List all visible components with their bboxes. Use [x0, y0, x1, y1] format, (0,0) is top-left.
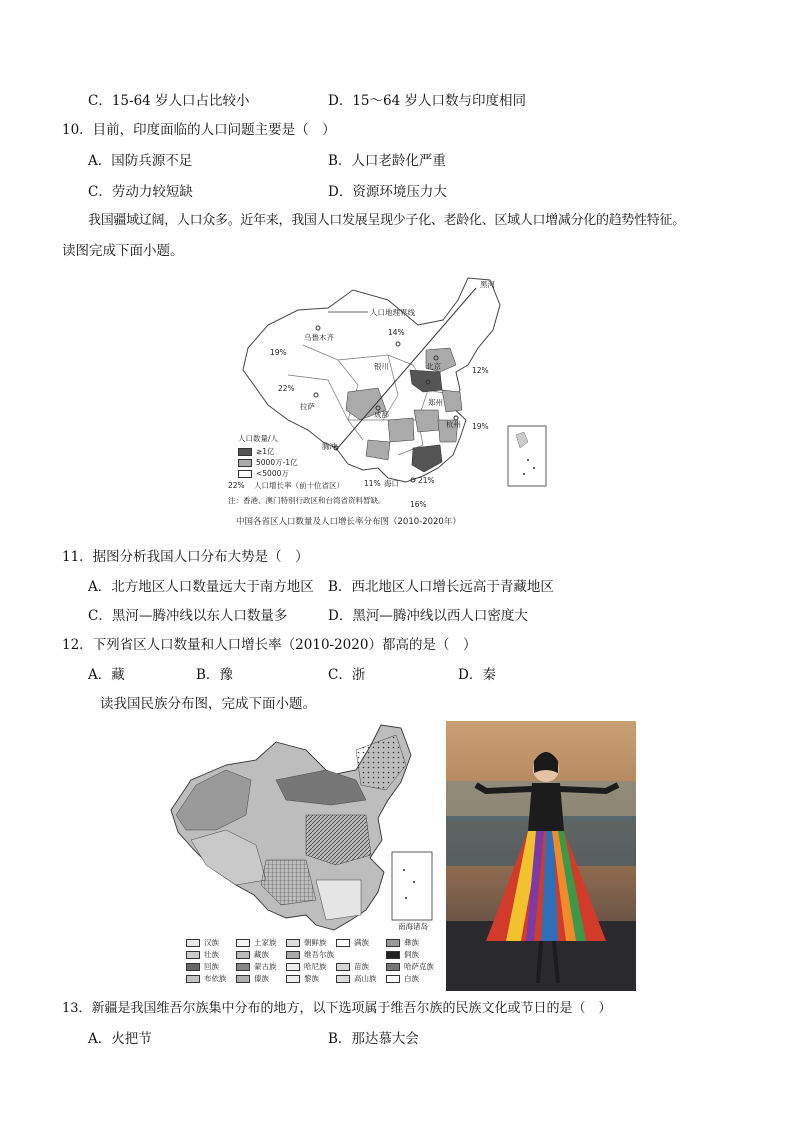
- q11-option-c: C．黑河—腾冲线以东人口数量多: [88, 608, 288, 624]
- legend-gaoshan: 高山族: [336, 974, 386, 983]
- map-note: 注：香港、澳门特别行政区和台湾省资料暂缺。: [228, 496, 386, 505]
- intro-passage-2: 读我国民族分布图，完成下面小题。: [100, 696, 316, 712]
- legend-title: 人口数量/人: [238, 434, 279, 443]
- intro-passage-1-line2: 读图完成下面小题。: [62, 243, 184, 259]
- rate-12: 12%: [472, 366, 489, 375]
- dancer-illustration: [446, 721, 636, 991]
- city-lhasa: 拉萨: [300, 402, 315, 411]
- population-map: [228, 270, 558, 532]
- legend-weiwuer: 维吾尔族: [286, 950, 336, 959]
- legend-dong: 侗族: [386, 950, 436, 959]
- q12-stem: 12．下列省区人口数量和人口增长率（2010-2020）都高的是（ ）: [62, 637, 477, 653]
- q11-option-d: D．黑河—腾冲线以西人口密度大: [328, 608, 528, 624]
- south-china-sea-inset: [508, 426, 546, 486]
- legend-li: 黎族: [286, 974, 336, 983]
- legend-chaoxian: 朝鲜族: [286, 938, 336, 947]
- legend-man: 满族: [336, 938, 386, 947]
- q13-option-b: B．那达慕大会: [328, 1031, 419, 1047]
- q13-option-a: A．火把节: [88, 1031, 152, 1047]
- growth-legend-value: 22%: [228, 481, 245, 490]
- city-tengchong: 腾冲: [322, 442, 337, 451]
- ethnic-map-svg: [156, 720, 446, 950]
- city-zhengzhou: 郑州: [428, 398, 443, 407]
- legend-zang: 藏族: [236, 950, 286, 959]
- ethnic-legend: [186, 938, 436, 983]
- legend-yi: 彝族: [386, 938, 436, 947]
- legend-buyi: 布依族: [186, 974, 236, 983]
- dancer-photo: [446, 721, 636, 991]
- q10-option-c: C．劳动力较短缺: [88, 184, 193, 200]
- q13-stem: 13．新疆是我国维吾尔族集中分布的地方，以下选项属于维吾尔族的民族文化或节日的是（ ）: [62, 1001, 612, 1016]
- rate-19b: 19%: [472, 422, 489, 431]
- south-china-sea-inset-2: [392, 852, 432, 920]
- legend-tujia: 土家族: [236, 938, 286, 947]
- legend-hui: 回族: [186, 962, 236, 971]
- rate-22a: 22%: [278, 384, 295, 393]
- rate-14: 14%: [388, 328, 405, 337]
- legend-dai: 傣族: [236, 974, 286, 983]
- growth-legend-label: 人口增长率（前十位省区）: [254, 481, 344, 490]
- q11-option-b: B．西北地区人口增长远高于青藏地区: [328, 579, 554, 595]
- ethnic-map: [156, 720, 446, 990]
- q10-option-b: B．人口老龄化严重: [328, 153, 446, 169]
- city-beijing: 北京: [426, 362, 441, 371]
- q10-option-d: D．资源环境压力大: [328, 184, 447, 200]
- q12-option-c: C．浙: [328, 667, 366, 683]
- q11-stem: 11．据图分析我国人口分布大势是（ ）: [62, 549, 309, 565]
- legend-bai: 白族: [386, 974, 436, 983]
- city-yinchuan: 银川: [374, 362, 389, 371]
- city-urumqi: 乌鲁木齐: [304, 333, 334, 342]
- intro-passage-1-line1: 我国疆域辽阔，人口众多。近年来，我国人口发展呈现少子化、老龄化、区域人口增减分化的趋势性特征。: [88, 213, 685, 228]
- legend-item-3: <5000万: [238, 469, 289, 478]
- legend-han: 汉族: [186, 938, 236, 947]
- rate-21: 21%: [418, 476, 435, 485]
- q12-option-a: A．藏: [88, 667, 125, 683]
- city-haikou: 海口: [384, 479, 399, 488]
- q11-option-a: A．北方地区人口数量远大于南方地区: [88, 579, 314, 595]
- q12-option-d: D．秦: [458, 667, 496, 683]
- rate-19a: 19%: [270, 348, 287, 357]
- q9-option-c: C．15-64 岁人口占比较小: [88, 93, 250, 109]
- legend-menggu: 蒙古族: [236, 962, 286, 971]
- boundary-label: 人口地理界线: [370, 308, 415, 317]
- city-hangzhou: 杭州: [446, 420, 461, 429]
- map-caption: 中国各省区人口数量及人口增长率分布图（2010-2020年）: [236, 517, 461, 527]
- q10-option-a: A．国防兵源不足: [88, 153, 193, 169]
- rate-16: 16%: [410, 500, 427, 509]
- legend-hasake: 哈萨克族: [386, 962, 436, 971]
- city-heihe: 黑河: [480, 280, 495, 289]
- q9-option-d: D．15～64 岁人口数与印度相同: [328, 93, 526, 109]
- city-chengdu: 成都: [374, 410, 389, 419]
- inset-label: 南海诸岛: [398, 922, 428, 931]
- legend-zhuang: 壮族: [186, 950, 236, 959]
- legend-item-2: 5000万-1亿: [238, 458, 298, 467]
- legend-miao: 苗族: [336, 962, 386, 971]
- legend-item-1: ≥1亿: [238, 447, 275, 456]
- q10-stem: 10．目前，印度面临的人口问题主要是（ ）: [62, 122, 336, 138]
- q12-option-b: B．豫: [196, 667, 233, 683]
- legend-hani: 哈尼族: [286, 962, 336, 971]
- rate-11: 11%: [364, 479, 381, 488]
